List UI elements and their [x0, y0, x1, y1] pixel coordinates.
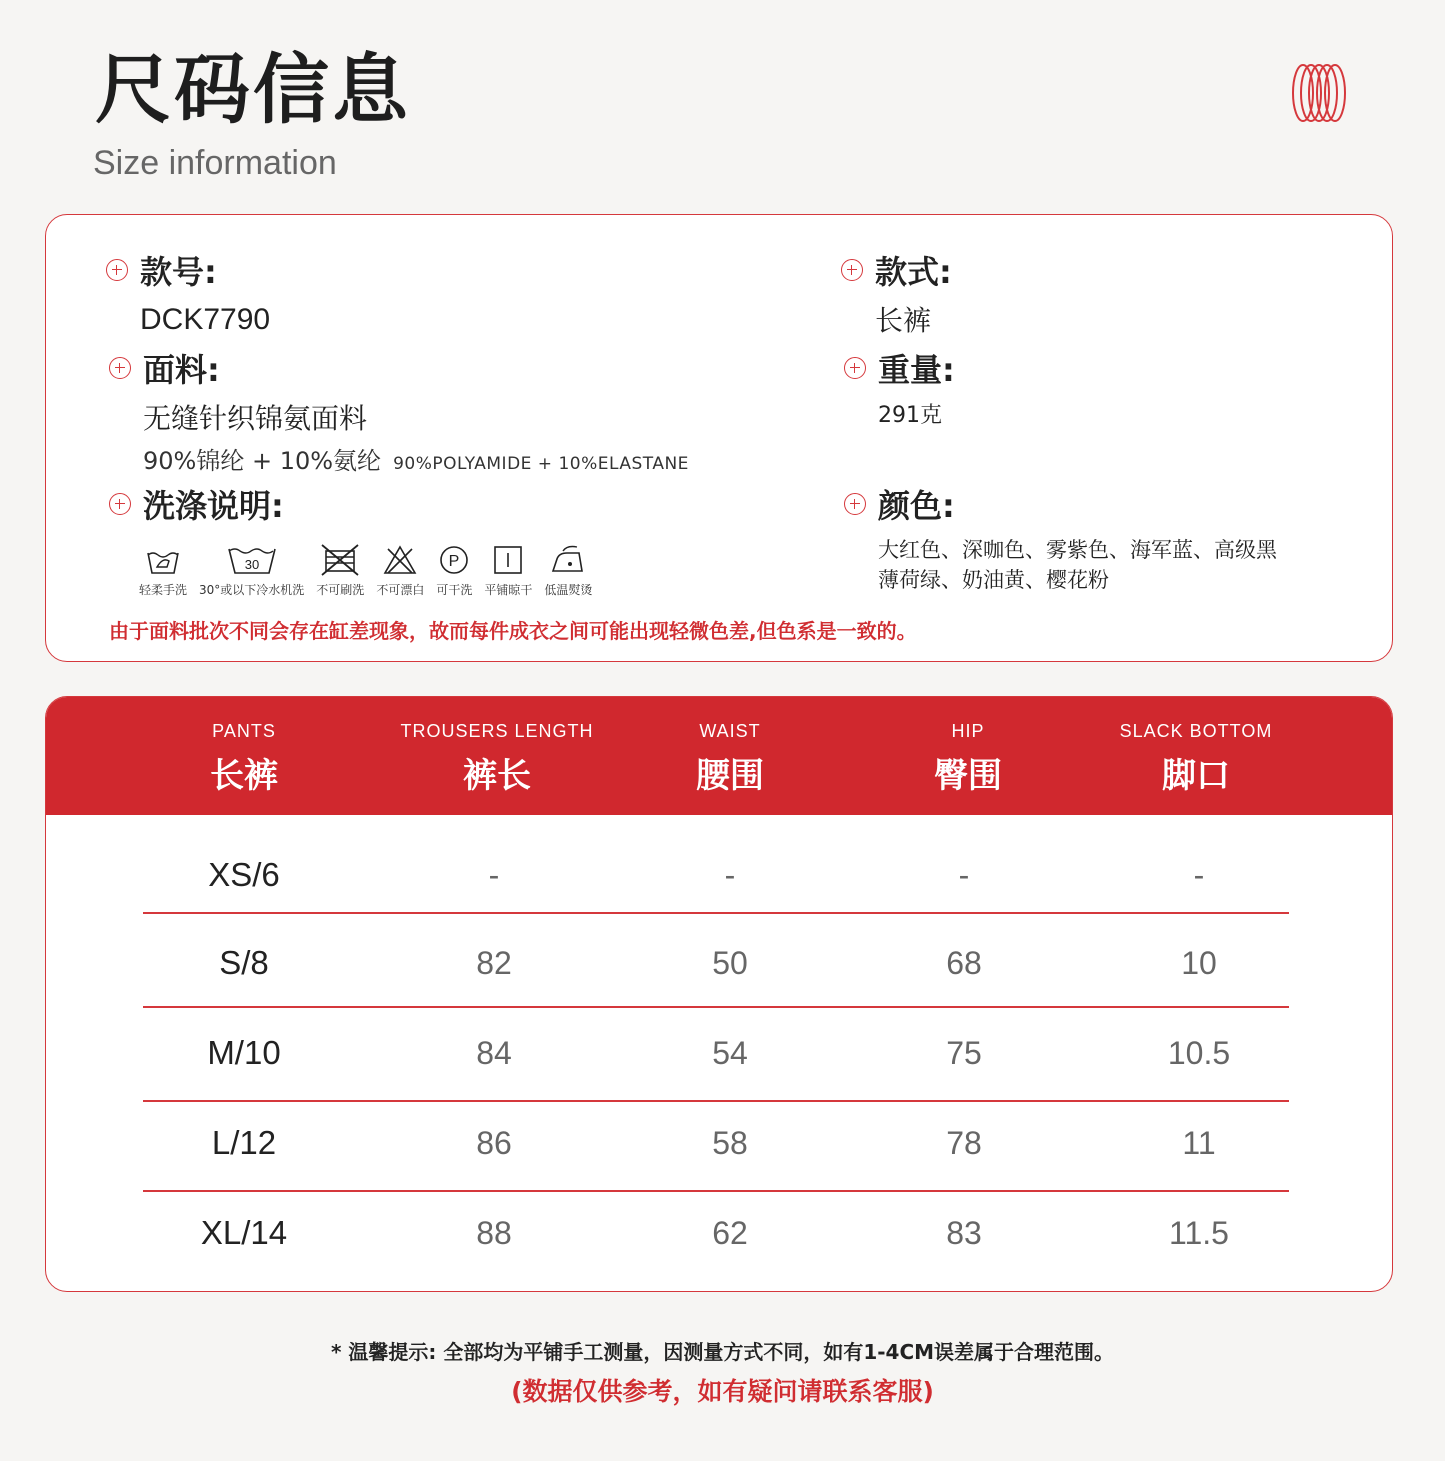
weight-label: 重量:	[878, 351, 955, 389]
colors-field	[844, 481, 1277, 595]
hip-cell: 75	[946, 1035, 982, 1071]
style-no-label: 款号:	[140, 253, 217, 291]
col-header-slack-bottom	[1046, 721, 1346, 797]
table-row	[46, 830, 1392, 920]
slack-bottom-cell: 10	[1181, 945, 1217, 981]
size-table-header	[46, 697, 1392, 815]
style-no-value: DCK7790	[140, 303, 271, 336]
colors-line-2: 薄荷绿、奶油黄、樱花粉	[878, 568, 1109, 592]
weight-value: 291克	[878, 403, 942, 428]
fabric-label: 面料:	[143, 351, 220, 389]
wash-item-machine	[199, 543, 304, 598]
slack-bottom-cell: -	[1193, 857, 1205, 893]
col-header-en: HIP	[951, 721, 985, 741]
washing-field	[109, 481, 604, 598]
no-brush-icon	[318, 543, 362, 577]
product-info-card	[45, 214, 1393, 662]
page-subtitle: Size information	[93, 144, 337, 182]
table-row	[46, 1098, 1392, 1188]
plus-circle-icon	[844, 493, 866, 515]
length-cell: -	[488, 857, 500, 893]
fabric-composition	[109, 441, 689, 476]
col-header-en: TROUSERS LENGTH	[400, 721, 594, 741]
color-variance-note: 由于面料批次不同会存在缸差现象，故而每件成衣之间可能出现轻微色差,但色系是一致的。	[109, 619, 917, 643]
wash-label: 平铺晾干	[484, 583, 533, 597]
size-cell: XS/6	[208, 856, 280, 893]
size-cell: M/10	[207, 1034, 281, 1071]
composition-en: 90%POLYAMIDE + 10%ELASTANE	[393, 454, 689, 474]
hand-wash-icon	[145, 543, 181, 577]
colors-line-1: 大红色、深咖色、雾紫色、海军蓝、高级黑	[878, 538, 1277, 562]
size-cell: L/12	[211, 1124, 277, 1161]
hip-cell: 83	[946, 1215, 982, 1251]
flat-dry-icon	[490, 543, 526, 577]
row-divider	[143, 912, 1289, 914]
hip-cell: -	[958, 857, 970, 893]
size-cell: S/8	[219, 944, 269, 981]
wash-icons-row	[109, 543, 604, 598]
composition-cn: 90%锦纶 + 10%氨纶	[143, 447, 382, 475]
col-header-cn: 脚口	[1162, 756, 1230, 796]
wash-label: 轻柔手洗	[139, 583, 188, 597]
wash-label: 不可漂白	[376, 583, 425, 597]
plus-circle-icon	[106, 259, 128, 281]
no-bleach-icon	[382, 543, 418, 577]
table-row	[46, 1008, 1392, 1098]
reference-disclaimer: (数据仅供参考，如有疑问请联系客服)	[511, 1377, 934, 1406]
length-cell: 84	[476, 1035, 512, 1071]
wash-item-hand	[139, 543, 187, 598]
measurement-tip: * 温馨提示: 全部均为平铺手工测量，因测量方式不同，如有1-4CM误差属于合理范围。	[330, 1340, 1115, 1364]
col-header-en: SLACK BOTTOM	[1119, 721, 1273, 741]
col-header-cn: 裤长	[463, 756, 531, 796]
slack-bottom-cell: 11.5	[1169, 1215, 1229, 1251]
style-label: 款式:	[875, 253, 952, 291]
wash-item-no-bleach	[376, 543, 424, 598]
col-header-en: PANTS	[212, 721, 276, 741]
waist-cell: 50	[712, 945, 748, 981]
page-title: 尺码信息	[95, 45, 411, 134]
fabric-value: 无缝针织锦氨面料	[143, 402, 368, 435]
wash-item-flat-dry	[484, 543, 532, 598]
hip-cell: 68	[946, 945, 982, 981]
style-value: 长裤	[875, 304, 932, 337]
hip-cell: 78	[946, 1125, 982, 1161]
col-header-en: WAIST	[699, 721, 761, 741]
temp-mark: 30	[244, 557, 259, 572]
dry-clean-icon	[436, 543, 472, 577]
slack-bottom-cell: 11	[1182, 1125, 1216, 1161]
size-table	[45, 696, 1393, 1292]
slack-bottom-cell: 10.5	[1167, 1035, 1231, 1071]
colors-label: 颜色:	[878, 487, 955, 525]
brand-rings-icon	[1290, 62, 1350, 124]
wash-label: 低温熨烫	[544, 583, 593, 597]
plus-circle-icon	[844, 357, 866, 379]
plus-circle-icon	[841, 259, 863, 281]
wash-item-dry-clean	[436, 543, 472, 598]
fabric-field	[109, 345, 689, 476]
waist-cell: -	[724, 857, 736, 893]
washing-label: 洗涤说明:	[143, 487, 284, 525]
col-header-cn: 臀围	[934, 756, 1002, 796]
plus-circle-icon	[109, 493, 131, 515]
low-iron-icon	[549, 543, 587, 577]
wash-item-low-iron	[544, 543, 592, 598]
weight-field	[844, 345, 955, 431]
waist-cell: 54	[712, 1035, 748, 1071]
size-cell: XL/14	[200, 1214, 288, 1251]
wash-label: 30°或以下冷水机洗	[199, 583, 305, 597]
machine-wash-30-icon	[226, 543, 278, 577]
length-cell: 86	[476, 1125, 512, 1161]
table-row	[46, 1188, 1392, 1278]
col-header-cn: 腰围	[696, 756, 764, 796]
length-cell: 82	[476, 945, 512, 981]
wash-label: 可干洗	[436, 583, 473, 597]
style-no-field	[106, 247, 270, 337]
waist-cell: 62	[712, 1215, 748, 1251]
col-header-cn: 长裤	[210, 756, 278, 796]
wash-label: 不可刷洗	[316, 583, 365, 597]
length-cell: 88	[476, 1215, 512, 1251]
table-row	[46, 918, 1392, 1008]
plus-circle-icon	[109, 357, 131, 379]
waist-cell: 58	[712, 1125, 748, 1161]
dryclean-mark: P	[448, 553, 460, 570]
style-field	[841, 247, 952, 339]
wash-item-no-brush	[316, 543, 364, 598]
